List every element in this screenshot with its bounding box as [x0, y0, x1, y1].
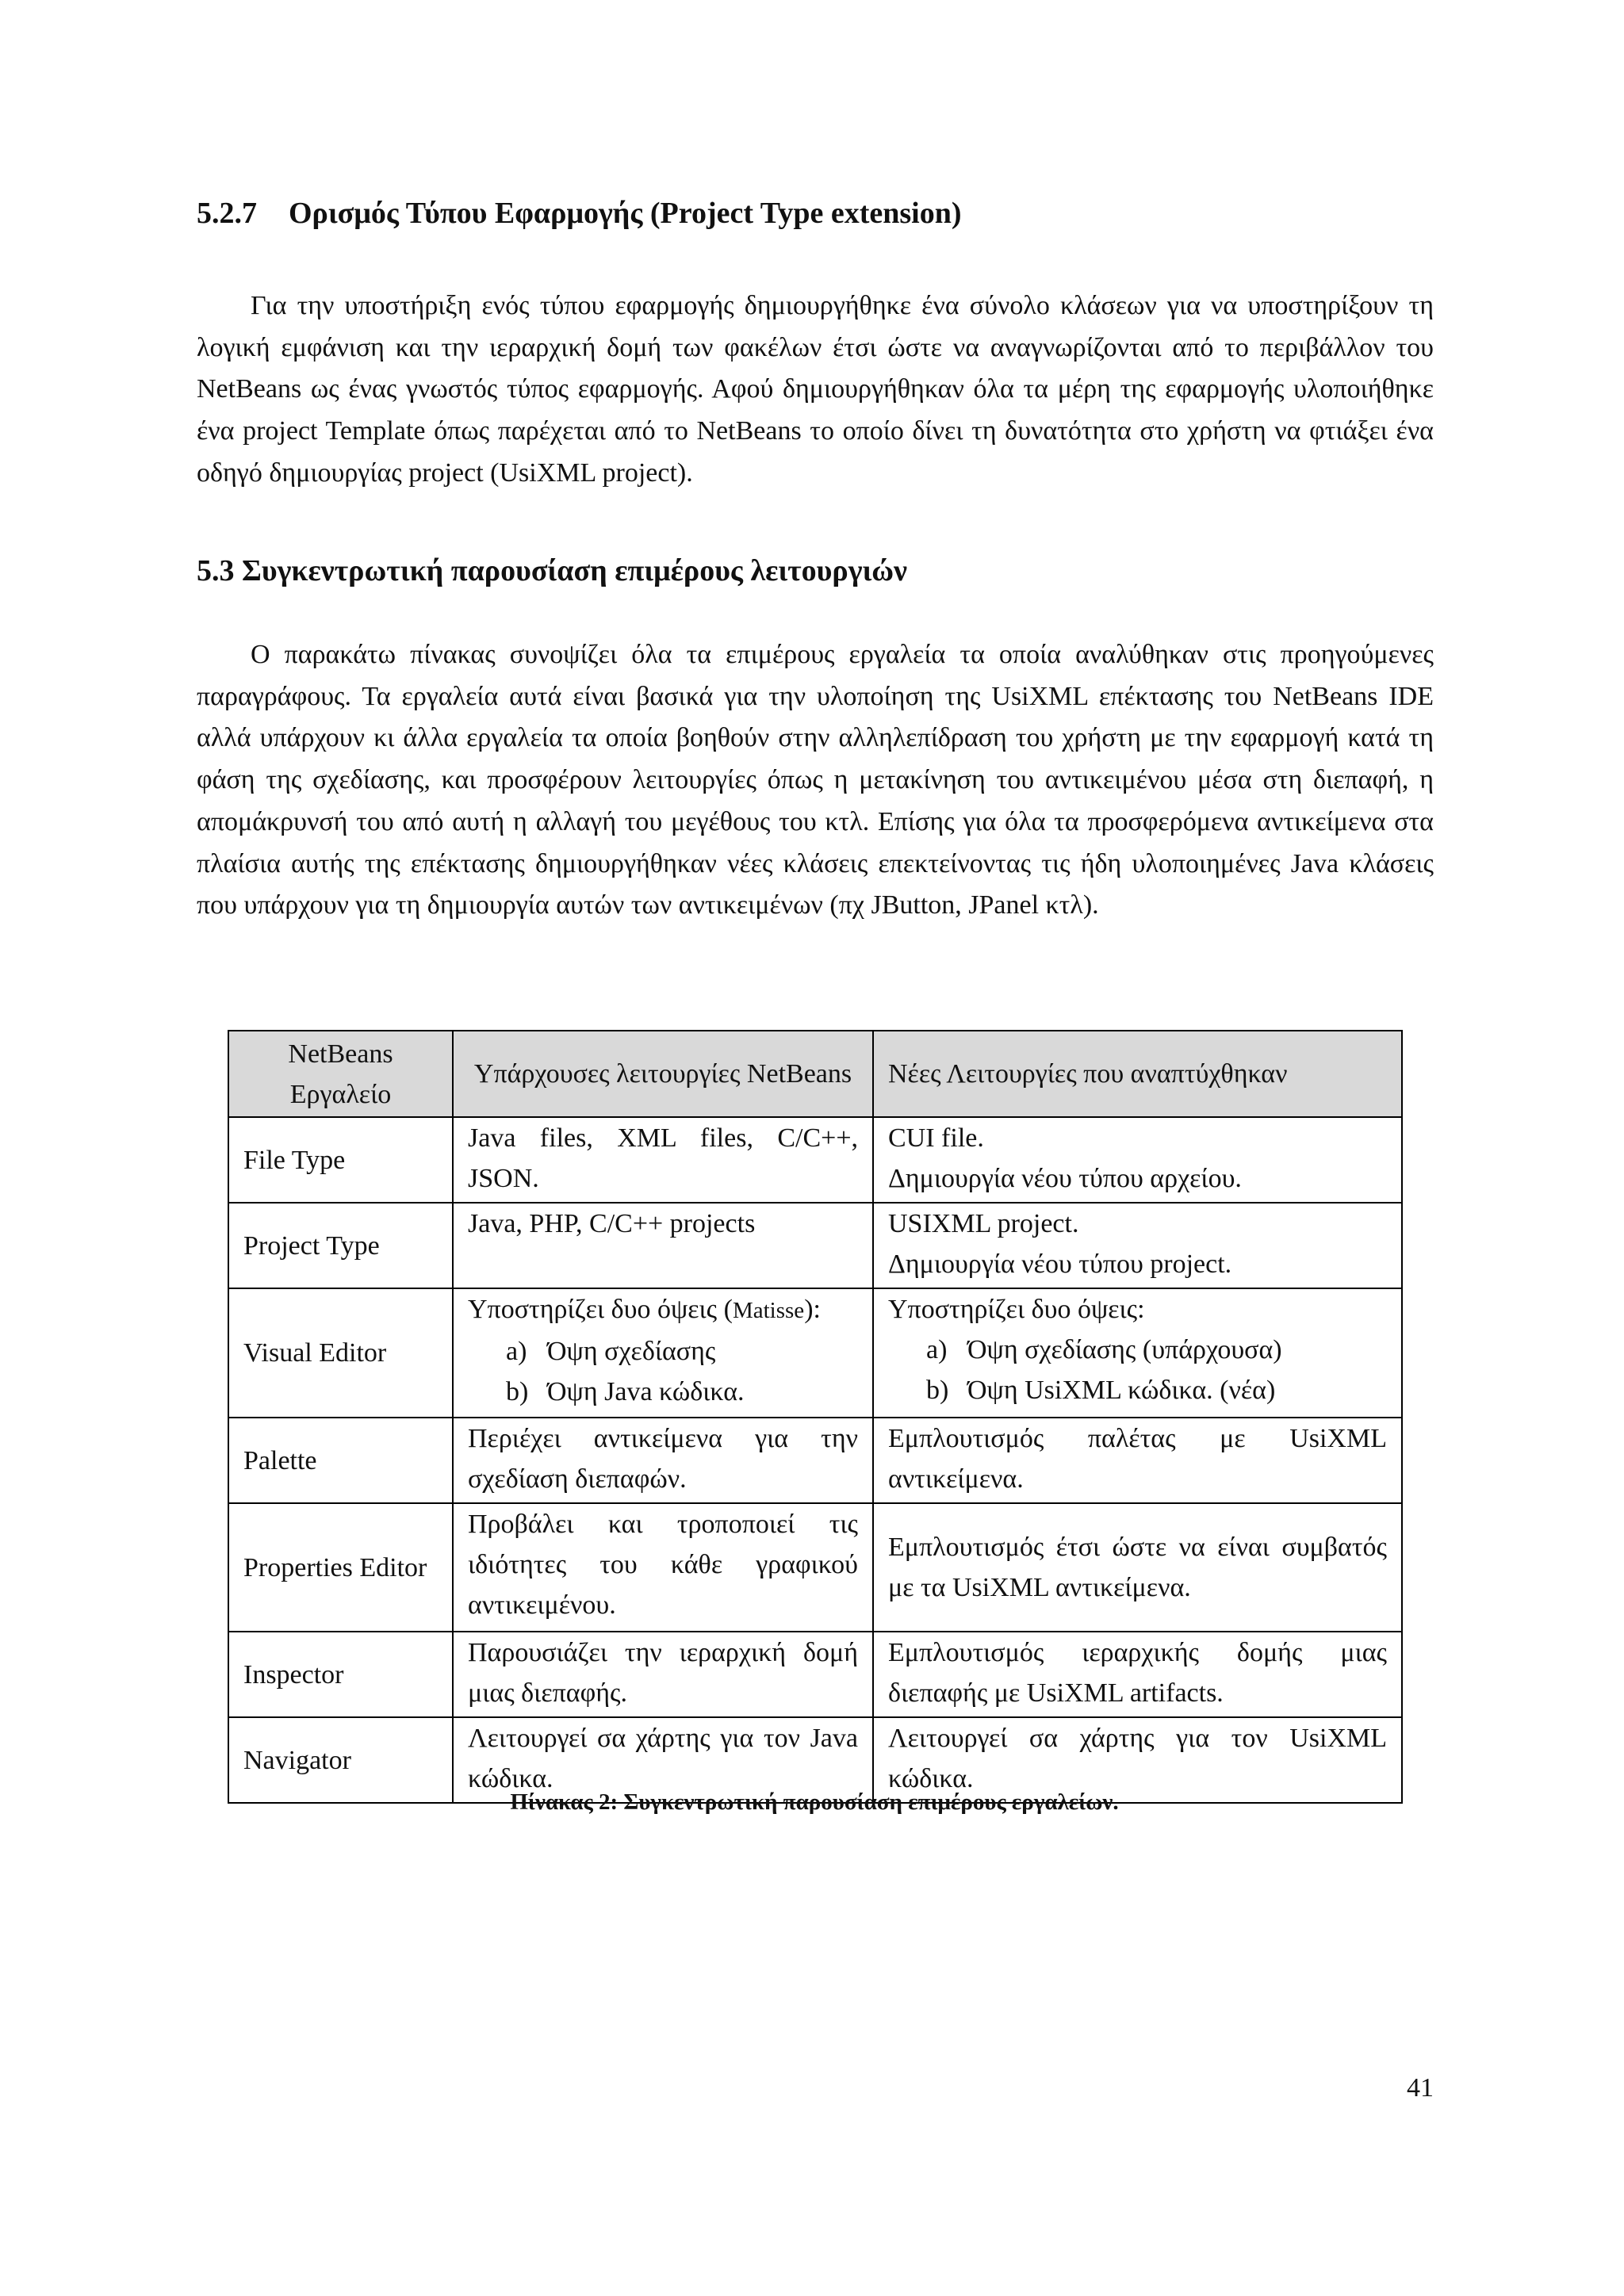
- tool-name: Inspector: [228, 1632, 453, 1717]
- existing-features: Λειτουργεί σα χάρτης για τον Java κώδικα.: [453, 1717, 873, 1803]
- list-item: b) Όψη UsiXML κώδικα. (νέα): [926, 1376, 1276, 1405]
- tool-name: Palette: [228, 1418, 453, 1503]
- tools-table: [228, 1030, 1403, 1804]
- list-item: b) Όψη Java κώδικα.: [506, 1377, 745, 1406]
- existing-features: Προβάλει και τροποποιεί τις ιδιότητες του κάθε γραφικού αντικειμένου.: [453, 1503, 873, 1632]
- table-row: [228, 1288, 1402, 1418]
- header-existing: Υπάρχουσες λειτουργίες NetBeans: [453, 1031, 873, 1117]
- paragraph-project-type: Για την υποστήριξη ενός τύπου εφαρμογής δημιουργήθηκε ένα σύνολο κλάσεων για να υποστηρίξουν τη λογική εμφάνιση και την ιεραρχική δομή των φακέλων έτσι ώστε να αναγνωρίζονται από το περιβάλλον του NetBeans ως ένας γνωστός τύπος εφαρμογής. Αφού δημιουργήθηκαν όλα τα μέρη της εφαρμογής υλοποιήθηκε ένα project Template όπως παρέχεται από το NetBeans το οποίο δίνει τη δυνατότητα στο χρήστη να φτιάξει ένα οδηγό δημιουργίας project (UsiXML project).: [197, 291, 1434, 488]
- page-number: 41: [1407, 2073, 1434, 2103]
- new-features-intro: Υποστηρίζει δυο όψεις:: [888, 1295, 1145, 1324]
- tool-name: Properties Editor: [228, 1503, 453, 1632]
- table-row: [228, 1203, 1402, 1288]
- new-features-line: Δημιουργία νέου τύπου αρχείου.: [888, 1164, 1242, 1193]
- new-features: [873, 1203, 1402, 1288]
- header-tool: NetBeans Εργαλείο: [228, 1031, 453, 1117]
- new-features: [873, 1117, 1402, 1203]
- tool-name: Visual Editor: [228, 1288, 453, 1418]
- tool-name: File Type: [228, 1117, 453, 1203]
- existing-features: Περιέχει αντικείμενα για την σχεδίαση διεπαφών.: [453, 1418, 873, 1503]
- table-caption: Πίνακας 2: Συγκεντρωτική παρουσίαση επιμέρους εργαλείων.: [510, 1789, 1119, 1815]
- new-features-line: CUI file.: [888, 1123, 984, 1153]
- table-header-row: [228, 1031, 1402, 1117]
- existing-features: Java files, XML files, C/C++, JSON.: [453, 1117, 873, 1203]
- new-features-line: Δημιουργία νέου τύπου project.: [888, 1249, 1232, 1279]
- table-row: [228, 1632, 1402, 1717]
- table-row: [228, 1418, 1402, 1503]
- new-features: Εμπλουτισμός ιεραρχικής δομής μιας διεπαφής με UsiXML artifacts.: [873, 1632, 1402, 1717]
- existing-features: [453, 1288, 873, 1418]
- header-new: Νέες Λειτουργίες που αναπτύχθηκαν: [873, 1031, 1402, 1117]
- new-features-list: [888, 1330, 1387, 1410]
- section-title: Ορισμός Τύπου Εφαρμογής (Project Type extension): [289, 197, 962, 230]
- new-features: Εμπλουτισμός έτσι ώστε να είναι συμβατός με τα UsiXML αντικείμενα.: [873, 1503, 1402, 1632]
- new-features-line: USIXML project.: [888, 1209, 1079, 1238]
- list-item: a) Όψη σχεδίασης (υπάρχουσα): [926, 1335, 1282, 1364]
- paragraph-summary: Ο παρακάτω πίνακας συνοψίζει όλα τα επιμέρους εργαλεία τα οποία αναλύθηκαν στις προηγούμενες παραγράφους. Τα εργαλεία αυτά είναι βασικά για την υλοποίηση της UsiXML επέκτασης του NetBeans IDE αλλά υπάρχουν κι άλλα εργαλεία τα οποία βοηθούν στην αλληλεπίδραση του χρήστη με την εφαρμογή κατά τη φάση της σχεδίασης, και προσφέρουν λειτουργίες όπως η μετακίνηση του αντικειμένου μέσα στη διεπαφή, η απομάκρυνσή του από αυτή η αλλαγή του μεγέθους του κτλ. Επίσης για όλα τα προσφερόμενα αντικείμενα στα πλαίσια αυτής της επέκτασης δημιουργήθηκαν νέες κλάσεις επεκτείνοντας τις ήδη υλοποιημένες Java κλάσεις που υπάρχουν για τη δημιουργία αυτών των αντικειμένων (πχ JButton, JPanel κτλ).: [197, 640, 1434, 920]
- section-heading-5-3: 5.3 Συγκεντρωτική παρουσίαση επιμέρους λειτουργιών: [197, 554, 908, 587]
- table-row: [228, 1117, 1402, 1203]
- tool-name: Navigator: [228, 1717, 453, 1803]
- list-item: a) Όψη σχεδίασης: [506, 1337, 716, 1366]
- table-row: [228, 1503, 1402, 1632]
- new-features: Εμπλουτισμός παλέτας με UsiXML αντικείμενα.: [873, 1418, 1402, 1503]
- new-features: [873, 1288, 1402, 1418]
- section-heading-5-2-7: [197, 195, 962, 232]
- tool-name: Project Type: [228, 1203, 453, 1288]
- section-number: 5.2.7: [197, 197, 257, 230]
- existing-features: Java, PHP, C/C++ projects: [453, 1203, 873, 1288]
- existing-features-list: [468, 1331, 858, 1412]
- existing-features: Παρουσιάζει την ιεραρχική δομή μιας διεπαφής.: [453, 1632, 873, 1717]
- existing-features-intro: Υποστηρίζει δυο όψεις (Matisse):: [468, 1295, 821, 1324]
- new-features: Λειτουργεί σα χάρτης για τον UsiXML κώδικα.: [873, 1717, 1402, 1803]
